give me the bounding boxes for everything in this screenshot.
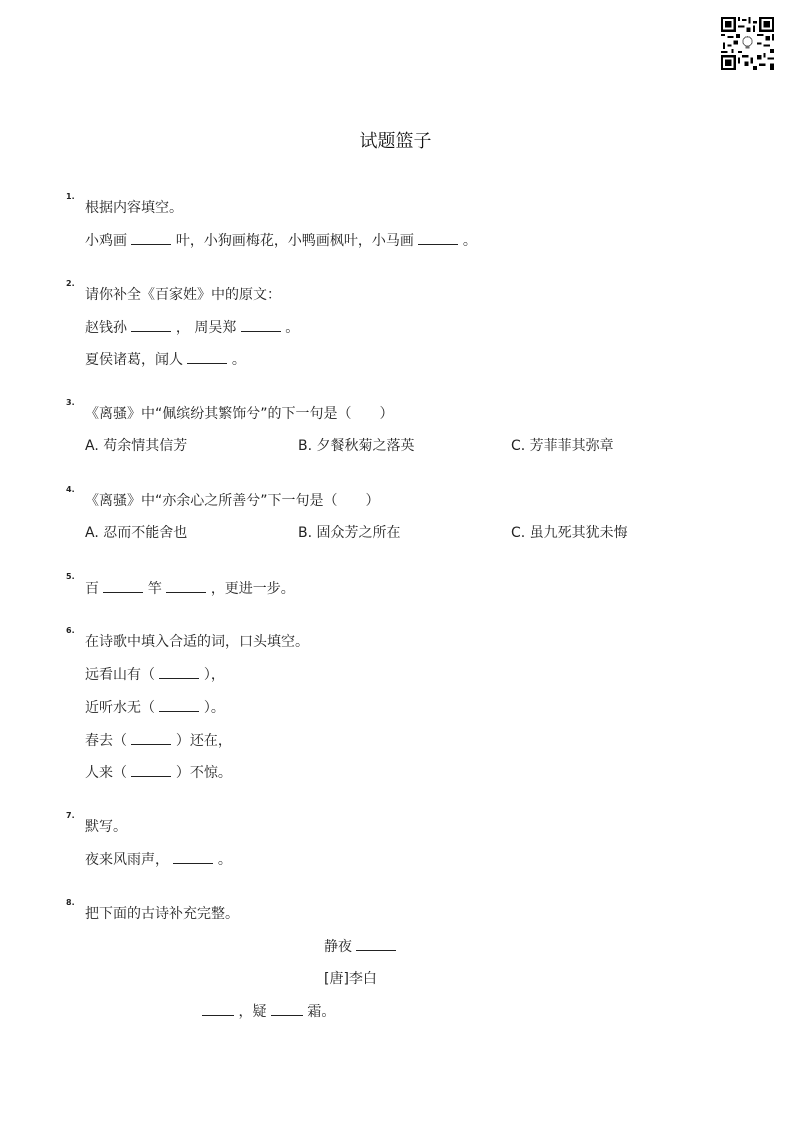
- line-text: 。: [231, 352, 246, 368]
- answer-blank[interactable]: [159, 664, 199, 679]
- question-line: [85, 849, 232, 870]
- line-text: ），: [203, 667, 225, 683]
- question-line: [85, 349, 246, 370]
- option-c[interactable]: C. 芳菲菲其弥章: [511, 438, 614, 454]
- poem-title-text: 静夜: [324, 939, 352, 955]
- answer-blank[interactable]: [131, 317, 171, 332]
- question-number: 1.: [66, 192, 75, 201]
- line-text: ）。: [203, 700, 225, 716]
- answer-blank[interactable]: [159, 697, 199, 712]
- question-number: 4.: [66, 485, 75, 494]
- question-stem: 在诗歌中填入合适的词，口头填空。: [85, 634, 309, 650]
- line-text: 赵钱孙: [85, 320, 127, 336]
- question-number: 6.: [66, 626, 75, 635]
- line-text: ，更进一步。: [210, 581, 295, 597]
- question-line: [85, 697, 225, 718]
- line-text: 春去（: [85, 733, 127, 749]
- question-line: [85, 730, 232, 751]
- question-number: 2.: [66, 279, 75, 288]
- answer-blank[interactable]: [356, 936, 396, 951]
- poem-line: [202, 1001, 335, 1022]
- answer-blank[interactable]: [166, 578, 206, 593]
- option-a[interactable]: A. 苟余情其信芳: [85, 438, 188, 454]
- answer-blank[interactable]: [131, 762, 171, 777]
- option-a[interactable]: A. 忍而不能舍也: [85, 525, 188, 541]
- option-b[interactable]: B. 夕餐秋菊之落英: [298, 438, 415, 454]
- question-line: [85, 230, 477, 251]
- line-text: 。: [462, 233, 477, 249]
- line-text: 百: [85, 581, 99, 597]
- line-text: 小鸡画: [85, 233, 127, 249]
- line-text: 近听水无（: [85, 700, 155, 716]
- line-text: 夜来风雨声，: [85, 852, 169, 868]
- question-stem: 根据内容填空。: [85, 200, 183, 216]
- line-text: 夏侯诸葛，闻人: [85, 352, 183, 368]
- question-line: [85, 317, 299, 338]
- question-number: 3.: [66, 398, 75, 407]
- line-text: ）不惊。: [175, 765, 232, 781]
- option-b[interactable]: B. 固众芳之所在: [298, 525, 401, 541]
- answer-blank[interactable]: [131, 230, 171, 245]
- qr-code: [721, 17, 774, 70]
- question-stem: 默写。: [85, 819, 127, 835]
- line-text: ，疑: [238, 1004, 267, 1020]
- line-text: 叶，小狗画梅花，小鸭画枫叶，小马画: [175, 233, 414, 249]
- answer-blank[interactable]: [241, 317, 281, 332]
- answer-blank[interactable]: [202, 1001, 234, 1016]
- question-number: 7.: [66, 811, 75, 820]
- answer-blank[interactable]: [271, 1001, 303, 1016]
- page-title: 试题篮子: [359, 131, 432, 152]
- question-stem: 《离骚》中“亦余心之所善兮”下一句是（ ）: [85, 493, 380, 509]
- line-text: 霜。: [307, 1004, 336, 1020]
- question-stem: 请你补全《百家姓》中的原文：: [85, 287, 281, 303]
- line-text: 。: [285, 320, 300, 336]
- question-line: [85, 578, 295, 599]
- answer-blank[interactable]: [187, 349, 227, 364]
- question-stem: 《离骚》中“佩缤纷其繁饰兮”的下一句是（ ）: [85, 406, 394, 422]
- line-text: ）还在，: [175, 733, 232, 749]
- line-text: ， 周吴郑: [175, 320, 237, 336]
- question-number: 8.: [66, 898, 75, 907]
- question-line: [85, 664, 225, 685]
- answer-blank[interactable]: [131, 730, 171, 745]
- option-c[interactable]: C. 虽九死其犹未悔: [511, 525, 628, 541]
- question-stem: 把下面的古诗补充完整。: [85, 906, 239, 922]
- line-text: 人来（: [85, 765, 127, 781]
- answer-blank[interactable]: [103, 578, 143, 593]
- answer-blank[interactable]: [173, 849, 213, 864]
- poem-author: [唐]李白: [324, 971, 377, 987]
- question-line: [85, 762, 232, 783]
- poem-title: [324, 936, 396, 957]
- line-text: 。: [217, 852, 232, 868]
- question-number: 5.: [66, 572, 75, 581]
- answer-blank[interactable]: [418, 230, 458, 245]
- line-text: 竿: [147, 581, 162, 597]
- line-text: 远看山有（: [85, 667, 155, 683]
